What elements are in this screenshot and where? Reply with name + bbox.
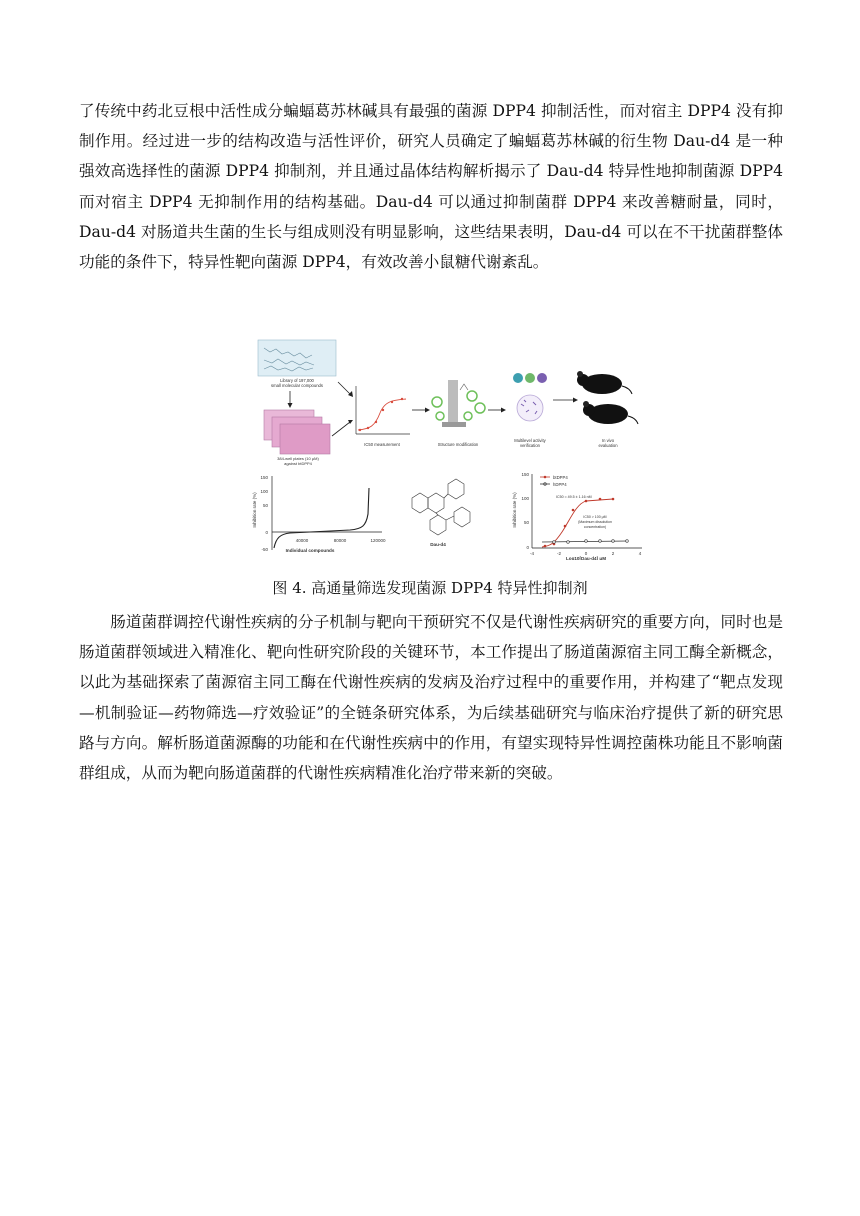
screen-ytick-1: 150 xyxy=(260,475,268,480)
dose-xlabel: Log10[Dau-d4] μM xyxy=(565,556,607,560)
legend-btdpp4: btDPP4 xyxy=(553,475,568,480)
multilevel-verification-image xyxy=(513,373,547,421)
ic50-curve-image xyxy=(356,386,410,434)
screen-ytick-4: 0 xyxy=(265,530,268,535)
well-plates-image xyxy=(264,410,330,454)
dose-xtick-2: -2 xyxy=(556,551,562,556)
screen-ytick-5: -50 xyxy=(261,547,268,552)
annot-h-1: IC50 > 100 μM xyxy=(583,515,607,519)
screen-xtick-1: 40000 xyxy=(295,538,309,543)
dose-xtick-5: 4 xyxy=(638,551,642,556)
figure-4 xyxy=(250,338,644,560)
library-label-1: Library of 197,000 xyxy=(280,378,314,383)
screen-xlabel: Individual compounds xyxy=(285,548,335,553)
structure-modification-image xyxy=(432,380,485,427)
dose-xtick-3: 0 xyxy=(584,551,588,556)
legend-hdpp4: hDPP4 xyxy=(553,482,567,487)
screen-ytick-3: 50 xyxy=(262,503,268,508)
mouse-icon xyxy=(577,371,638,424)
dose-ylabel: Inhibition rate (%) xyxy=(512,492,517,528)
dose-xtick-1: -4 xyxy=(529,551,535,556)
structure-label: Structure modification xyxy=(437,442,479,447)
screening-plot xyxy=(252,475,386,553)
screen-xtick-2: 80000 xyxy=(333,538,347,543)
paragraph-1: 了传统中药北豆根中活性成分蝙蝠葛苏林碱具有最强的菌源 DPP4 抑制活性，而对宿主 DPP4 没有抑制作用。经过进一步的结构改造与活性评价，研究人员确定了蝙蝠葛苏林碱的衍生物 Dau-d4 是一种强效高选择性的菌源 DPP4 抑制剂，并且通过晶体结构解析揭示了 Dau-d4 特异性地抑制菌源 DPP4 而对宿主 DPP4 无抑制作用的结构基础。Dau-d4 可以通过抑制菌群 DPP4 来改善糖耐量，同时，Dau-d4 对肠道共生菌的生长与组成则没有明显影响，这些结果表明，Dau-d4 可以在不干扰菌群整体功能的条件下，特异性靶向菌源 DPP4，有效改善小鼠糖代谢紊乱。 xyxy=(79,102,783,272)
library-label-2: small molecular compounds xyxy=(271,383,323,388)
dose-xtick-4: 2 xyxy=(611,551,615,556)
screen-ylabel: Inhibition rate (%) xyxy=(252,492,257,528)
dau-d4-structure-image xyxy=(412,479,470,535)
dose-ytick-4: 0 xyxy=(526,545,529,550)
dose-ytick-2: 100 xyxy=(521,496,529,501)
dose-ytick-3: 50 xyxy=(523,520,529,525)
multilevel-label-2: verification xyxy=(519,443,541,448)
arrow-to-ic50 xyxy=(338,382,350,394)
figure-caption: 图 4. 高通量筛选发现菌源 DPP4 特异性抑制剂 xyxy=(272,579,588,597)
multilevel-label-1: Multilevel activity xyxy=(514,438,546,443)
plates-label-1: 384-well plates (10 μM) xyxy=(277,456,319,461)
annot-h-3: concentration) xyxy=(583,525,607,529)
plates-label-2: against btDPP4 xyxy=(284,461,312,466)
compound-library-image xyxy=(258,340,336,376)
invivo-label-1: In vivo xyxy=(601,438,615,443)
screen-ytick-2: 100 xyxy=(260,489,268,494)
invivo-label-2: evaluation xyxy=(598,443,618,448)
dose-response-plot xyxy=(512,472,642,560)
dose-ytick-1: 150 xyxy=(521,472,529,477)
annot-h-2: (Maximum dissolution xyxy=(578,520,612,524)
paragraph-2: 肠道菌群调控代谢性疾病的分子机制与靶向干预研究不仅是代谢性疾病研究的重要方向，同时也是肠道菌群领域进入精准化、靶向性研究阶段的关键环节，本工作提出了肠道菌源宿主同工酶全新概念，以此为基础探索了菌源宿主同工酶在代谢性疾病的发病及治疗过程中的重要作用，并构建了“靶点发现—机制验证—药物筛选—疗效验证”的全链条研究体系，为后续基础研究与临床治疗提供了新的研究思路与方向。解析肠道菌源酶的功能和在代谢性疾病中的作用，有望实现特异性调控菌株功能且不影响菌群组成，从而为靶向肠道菌群的代谢性疾病精准化治疗带来新的突破。 xyxy=(79,613,783,783)
screen-xtick-3: 120000 xyxy=(370,538,386,543)
annot-bt: IC50 = 49.5 ± 1.16 nM xyxy=(556,495,592,499)
molecule-label: Dau-d4 xyxy=(430,542,446,547)
ic50-label: IC50 measurement xyxy=(364,442,400,447)
